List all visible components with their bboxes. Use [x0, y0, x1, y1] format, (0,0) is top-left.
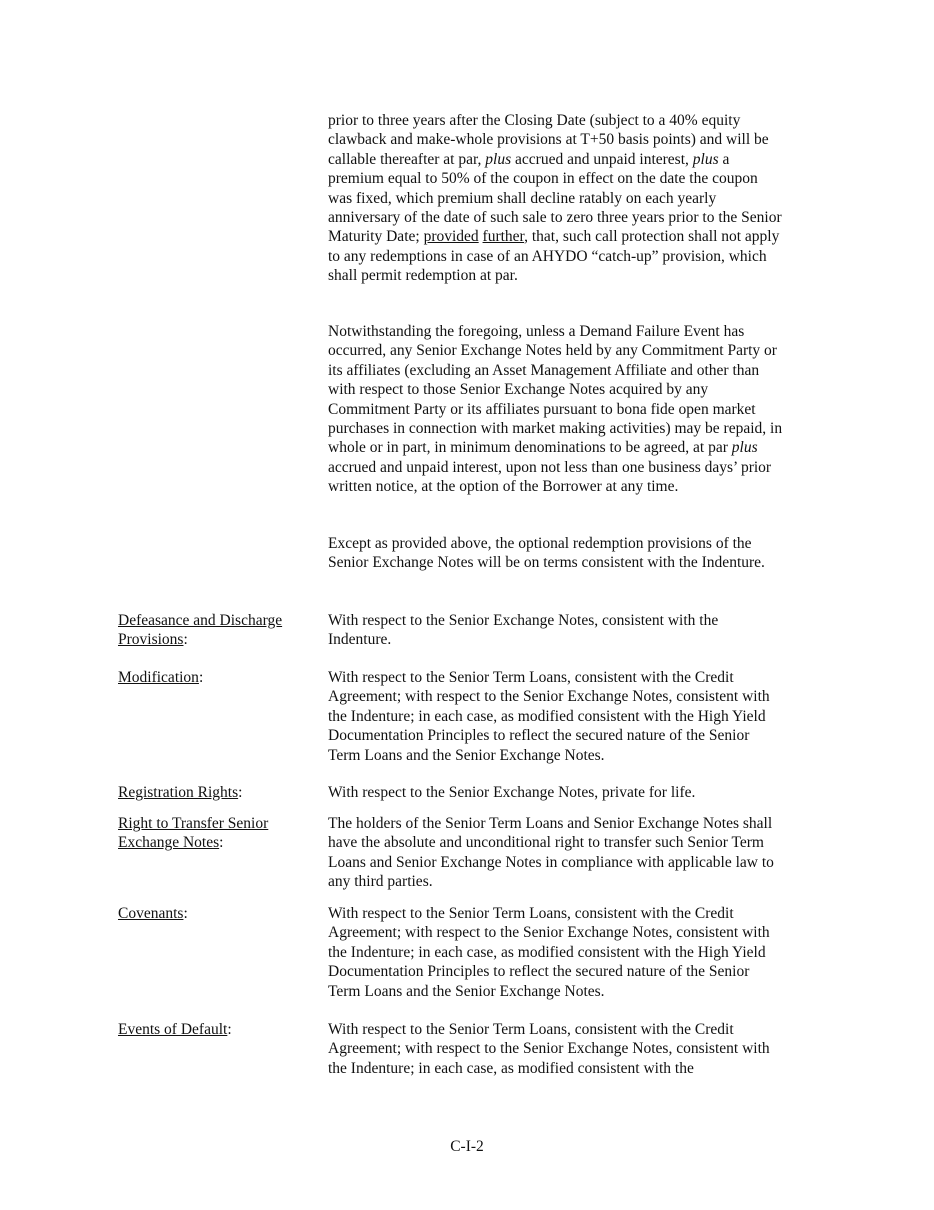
modification-label: Modification:	[118, 669, 204, 686]
defeasance-text: With respect to the Senior Exchange Notes, consistent with the Indenture.	[328, 612, 719, 649]
covenants-label: Covenants:	[118, 905, 188, 922]
transfer-rights-text: The holders of the Senior Term Loans and Senior Exchange Notes shall have the absolute and unconditional right to transfer such Senior Term Loans and Senior Exchange Notes in compliance with applicable law to any third parties.	[328, 815, 774, 891]
registration-rights-label: Registration Rights:	[118, 784, 243, 801]
redemption-paragraph-3: Except as provided above, the optional redemption provisions of the Senior Exchange Notes will be on terms consistent with the Indenture.	[328, 535, 765, 572]
redemption-paragraph-1: prior to three years after the Closing Date (subject to a 40% equity clawback and make-whole provisions at T+50 basis points) and will be callable thereafter at par, plus accrued and unpaid interest, plus a premium equal to 50% of the coupon in effect on the date the coupon was fixed, which premium shall decline ratably on each yearly anniversary of the date of such sale to zero three years prior to the Senior Maturity Date; provided further, that, such call protection shall not apply to any redemptions in case of an AHYDO “catch-up” provision, which shall permit redemption at par.	[328, 112, 782, 285]
redemption-paragraph-2: Notwithstanding the foregoing, unless a Demand Failure Event has occurred, any Senior Exchange Notes held by any Commitment Party or its affiliates (excluding an Asset Management Affiliate and other than with respect to those Senior Exchange Notes acquired by any Commitment Party or its affiliates pursuant to bona fide open market purchases in connection with market making activities) may be repaid, in whole or in part, in minimum denominations to be agreed, at par plus accrued and unpaid interest, upon not less than one business days’ prior written notice, at the option of the Borrower at any time.	[328, 323, 783, 496]
transfer-rights-label: Right to Transfer Senior Exchange Notes:	[118, 815, 269, 852]
modification-text: With respect to the Senior Term Loans, consistent with the Credit Agreement; with respect to the Senior Exchange Notes, consistent with the Indenture; in each case, as modified consistent with the High Yield Documentation Principles to reflect the secured nature of the Senior Term Loans and the Senior Exchange Notes.	[328, 669, 770, 764]
events-of-default-label: Events of Default:	[118, 1021, 232, 1038]
events-of-default-text: With respect to the Senior Term Loans, consistent with the Credit Agreement; with respect to the Senior Exchange Notes, consistent with the Indenture; in each case, as modified consistent with the	[328, 1021, 770, 1077]
registration-rights-text: With respect to the Senior Exchange Notes, private for life.	[328, 784, 696, 801]
defeasance-label: Defeasance and Discharge Provisions:	[118, 612, 283, 649]
covenants-text: With respect to the Senior Term Loans, consistent with the Credit Agreement; with respect to the Senior Exchange Notes, consistent with the Indenture; in each case, as modified consistent with the High Yield Documentation Principles to reflect the secured nature of the Senior Term Loans and the Senior Exchange Notes.	[328, 905, 770, 1000]
page-number: C-I-2	[450, 1138, 484, 1155]
